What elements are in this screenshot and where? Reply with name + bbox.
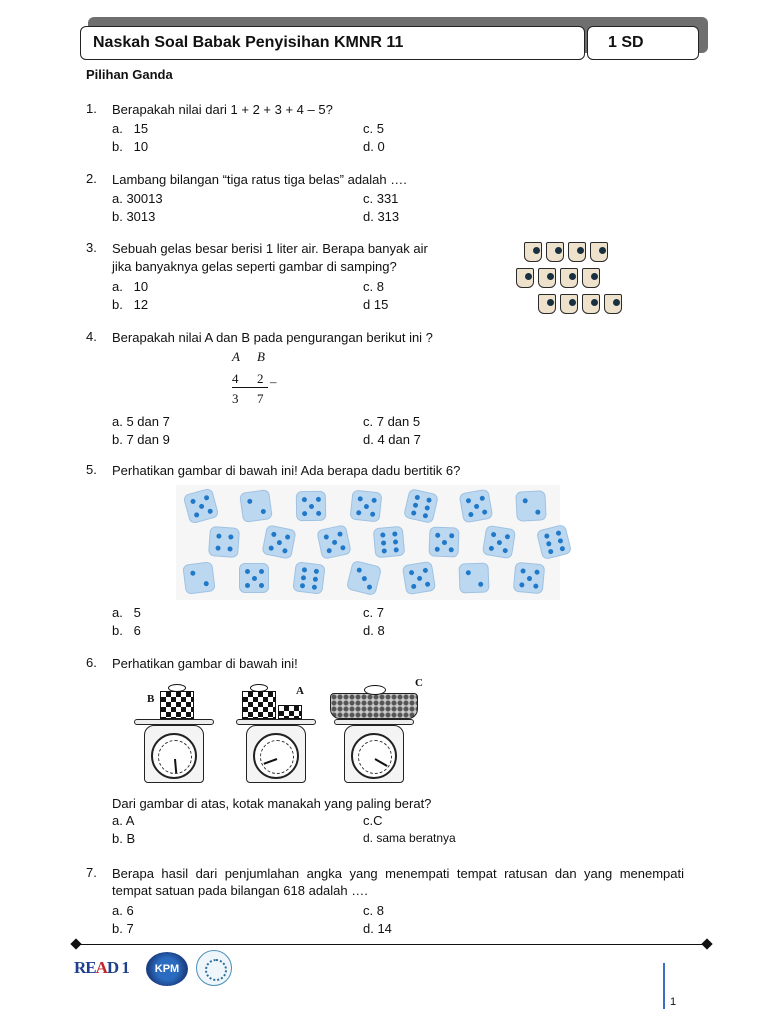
scale-c [330,675,423,787]
minuend-tens: 4 [232,371,239,386]
question-stem-line-1: Sebuah gelas besar berisi 1 liter air. Berapa banyak air [112,241,428,256]
page-number: 1 [670,996,677,1008]
die-pip [194,512,200,518]
die-face-3-icon [346,560,382,596]
question-stem-line-2: Dari gambar di atas, kotak manakah yang paling berat? [112,796,432,811]
die-pip [316,497,321,502]
die-pip [364,504,369,509]
cup-icon [590,242,608,262]
die-pip [502,548,508,554]
fruit-basket-icon [330,693,418,719]
die-pip [215,545,220,550]
divider-diamond-right-icon [701,938,712,949]
option-b[interactable]: b. B [112,831,136,846]
die-pip [394,547,399,552]
die-face-5-icon [482,525,516,559]
question-stem: Berapakah nilai A dan B pada pengurangan berikut ini ? [112,330,433,345]
ribbon-bow-icon [364,685,386,695]
cup-icon [538,294,556,314]
die-pip [259,583,264,588]
cup-icon [568,242,586,262]
die-pip [326,548,332,554]
die-pip [207,508,213,514]
die-pip [435,547,440,552]
die-face-5-icon [350,490,383,523]
die-pip [489,546,495,552]
minuend-ones: 2 [257,371,264,386]
die-pip [505,534,511,540]
dice-illustration [176,485,560,600]
cup-icon [560,294,578,314]
die-pip [535,510,540,515]
die-pip [302,511,307,516]
die-pip [413,502,419,508]
die-pip [411,510,417,516]
cup-icon [524,242,542,262]
die-pip [411,584,417,590]
die-pip [422,513,428,519]
die-pip [381,540,386,545]
olympiad-logo-icon [196,950,232,986]
die-pip [199,503,205,509]
option-b[interactable]: b. 3013 [112,209,156,224]
cup-icon [582,294,600,314]
die-pip [491,532,497,538]
option-d[interactable]: d. 14 [363,921,392,936]
die-pip [268,545,274,551]
die-pip [314,569,320,575]
grade-label: 1 SD [587,26,699,60]
die-pip [216,533,221,538]
die-pip [519,582,524,587]
die-pip [534,569,539,574]
die-face-2-icon [182,561,215,594]
die-pip [357,496,362,501]
option-c[interactable]: c. 8 [363,279,384,294]
die-pip [259,569,264,574]
option-c[interactable]: c. 5 [363,121,384,136]
die-pip [302,497,307,502]
die-face-5-icon [513,562,546,595]
die-pip [533,583,538,588]
die-face-2-icon [458,562,489,593]
die-pip [282,548,288,554]
die-pip [555,530,561,536]
die-face-4-icon [208,526,240,558]
question-stem: Perhatikan gambar di bawah ini! [112,656,298,671]
die-pip [313,577,319,583]
option-b[interactable]: b. 7 dan 9 [112,432,170,447]
die-pip [520,568,525,573]
die-face-5-icon [183,488,220,525]
option-b[interactable]: b. 10 [112,139,149,154]
subtraction-line [232,387,268,388]
die-pip [479,495,485,501]
die-pip [301,575,307,581]
die-pip [466,498,472,504]
die-face-5-icon [239,563,269,593]
option-c[interactable]: c. 331 [363,191,399,206]
option-a[interactable]: a. 5 dan 7 [112,414,170,429]
die-pip [261,509,267,515]
scale-dial-icon [151,733,197,779]
question-number: 6. [86,655,97,670]
die-pip [337,531,343,537]
option-c[interactable]: c. 8 [363,903,384,918]
question-number: 4. [86,329,97,344]
die-pip [424,505,430,511]
die-pip [271,531,277,537]
read-logo: READ 1 [74,958,129,977]
die-pip [557,538,563,544]
die-pip [245,569,250,574]
die-face-5-icon [459,489,494,524]
label-a: A [296,685,304,697]
die-pip [474,504,480,510]
question-number: 2. [86,171,97,186]
scale-b [130,675,218,787]
die-pip [302,567,308,573]
die-pip [245,583,250,588]
question-number: 1. [86,101,97,116]
die-face-5-icon [296,491,327,522]
option-c[interactable]: c. 7 dan 5 [363,414,421,429]
gift-box-icon [242,691,276,719]
die-face-6-icon [292,561,325,594]
die-pip [323,534,329,540]
die-face-2-icon [239,489,273,523]
die-pip [285,534,291,540]
option-a[interactable]: a. 30013 [112,191,163,206]
die-pip [417,576,423,582]
die-pip [426,497,432,503]
die-pip [497,540,503,546]
option-d[interactable]: d. 313 [363,209,400,224]
ribbon-bow-icon [250,684,268,692]
die-pip [466,570,471,575]
ribbon-bow-icon [168,684,186,692]
die-pip [546,541,552,547]
die-face-5-icon [428,526,459,557]
die-face-6-icon [403,488,439,524]
minus-sign: – [270,374,277,389]
question-number: 5. [86,462,97,477]
scale-dial-icon [253,733,299,779]
die-pip [371,498,376,503]
label-b: B [147,693,155,705]
die-face-5-icon [402,561,436,595]
die-face-6-icon [373,526,406,559]
die-pip [356,567,362,573]
die-pip [370,511,375,516]
option-a[interactable]: a. 5 [112,605,141,620]
die-pip [409,570,415,576]
scale-dial-icon [351,733,397,779]
option-d[interactable]: d. 8 [363,623,385,638]
digit-b: B [257,349,265,364]
option-d[interactable]: d. 4 dan 7 [363,432,421,447]
die-pip [312,584,318,590]
scales-illustration [130,675,430,790]
die-pip [340,545,346,551]
die-pip [300,583,306,589]
die-pip [527,576,532,581]
die-pip [276,540,282,546]
cups-illustration [516,238,626,316]
question-stem: Berapakah nilai dari 1 + 2 + 3 + 4 – 5? [112,102,333,117]
die-pip [468,512,474,518]
question-stem: Berapa hasil dari penjumlahan angka yang menempati tempat ratusan dan yang menempati tempat satuan pada bilangan 618 adalah …. [112,866,684,898]
difference-ones: 7 [257,391,264,406]
question-stem: Perhatikan gambar di bawah ini! Ada berapa dadu bertitik 6? [112,463,461,478]
small-gift-box-icon [278,705,302,719]
option-a[interactable]: a. 10 [112,279,149,294]
gift-box-icon [160,691,194,719]
cup-icon [516,268,534,288]
page-number-bar [663,963,665,1009]
die-pip [393,539,398,544]
die-pip [366,584,372,590]
scale-a [232,675,320,787]
option-a[interactable]: a. 15 [112,121,149,136]
die-face-2-icon [515,490,547,522]
question-stem-line-2: jika banyaknya gelas seperti gambar di samping? [112,259,397,274]
die-pip [442,540,447,545]
kpm-logo: KPM [146,952,188,986]
die-pip [361,576,367,582]
page-title: Naskah Soal Babak Penyisihan KMNR 11 [80,26,585,60]
die-face-6-icon [536,524,572,560]
die-pip [449,547,454,552]
die-pip [309,504,314,509]
die-pip [544,533,550,539]
question-number: 3. [86,240,97,255]
cup-icon [604,294,622,314]
option-c[interactable]: c. 7 [363,605,384,620]
cup-icon [560,268,578,288]
die-pip [204,495,210,501]
die-face-5-icon [261,524,296,559]
die-pip [414,494,420,500]
cup-icon [546,242,564,262]
cup-icon [582,268,600,288]
die-pip [548,549,554,555]
die-pip [190,498,196,504]
die-pip [247,498,253,504]
option-a[interactable]: a. 6 [112,903,134,918]
subtraction-problem [232,349,280,409]
die-pip [228,534,233,539]
die-pip [423,568,429,574]
question-stem: Lambang bilangan “tiga ratus tiga belas” adalah …. [112,172,407,187]
die-pip [252,576,257,581]
digit-a: A [232,349,240,364]
die-pip [203,581,209,587]
die-pip [190,570,196,576]
die-face-5-icon [316,524,352,560]
die-pip [478,582,483,587]
die-pip [523,498,528,503]
option-d[interactable]: d. 0 [363,139,385,154]
die-pip [449,533,454,538]
option-b[interactable]: b. 12 [112,297,149,312]
option-d[interactable]: d. sama beratnya [363,831,456,845]
die-pip [392,531,397,536]
option-b[interactable]: b. 6 [112,623,141,638]
die-pip [356,510,361,515]
footer-divider [76,944,708,945]
divider-diamond-left-icon [70,938,81,949]
section-title: Pilihan Ganda [86,67,173,82]
die-pip [435,533,440,538]
die-pip [332,539,338,545]
die-pip [227,546,232,551]
cup-icon [538,268,556,288]
question-number: 7. [86,865,97,880]
die-pip [425,581,431,587]
die-pip [382,548,387,553]
die-pip [482,509,488,515]
die-pip [380,532,385,537]
difference-tens: 3 [232,391,239,406]
label-c: C [415,677,423,689]
option-d[interactable]: d 15 [363,297,389,312]
option-c[interactable]: c.C [363,813,383,828]
option-b[interactable]: b. 7 [112,921,134,936]
die-pip [316,511,321,516]
die-pip [559,546,565,552]
option-a[interactable]: a. A [112,813,135,828]
